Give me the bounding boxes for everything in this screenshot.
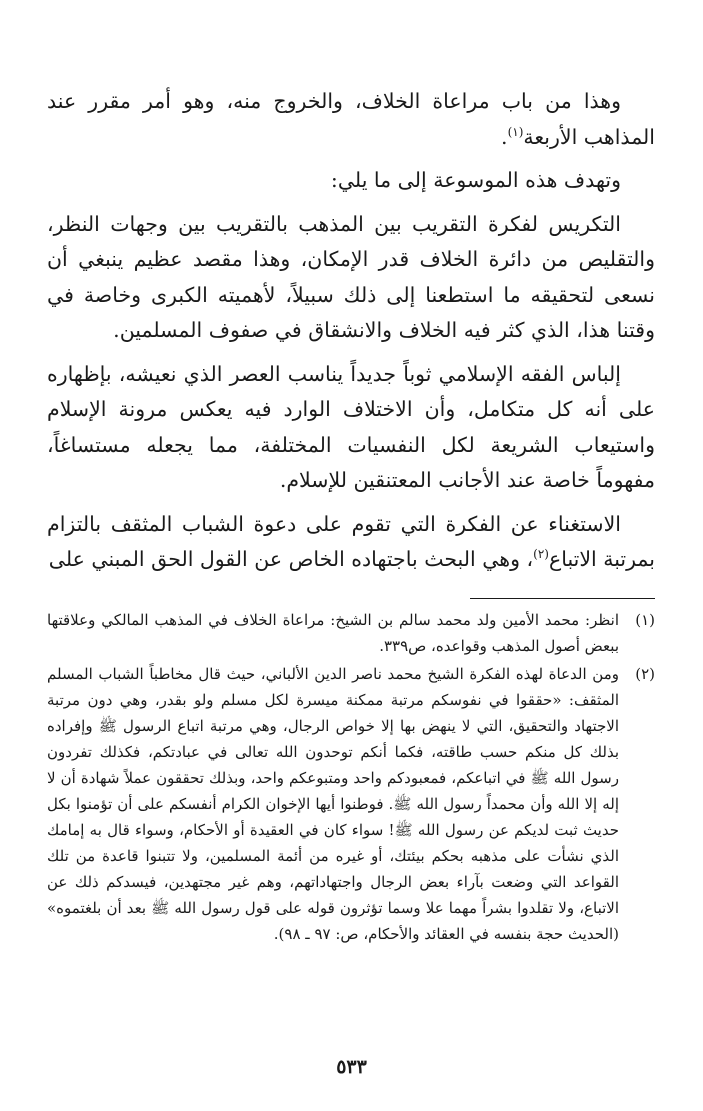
main-text <box>47 84 655 586</box>
paragraph-4: إلباس الفقه الإسلامي ثوباً جديداً يناسب العصر الذي نعيشه، بإظهاره على أنه كل متكامل، وأن الاختلاف الوارد فيه يعكس مرونة الإسلام واستيعاب الشريعة لكل النفسيات المختلفة، مما يجعله مستساغاً، مفهوماً خاصة عند الأجانب المعتنقين للإسلام. <box>47 361 655 492</box>
footnote-text: انظر: محمد الأمين ولد محمد سالم بن الشيخ: مراعاة الخلاف في المذهب المالكي وعلاقتها ببعض أصول المذهب وقواعده، ص٣٣٩. <box>47 611 619 655</box>
footnote-ref-2: (٢) <box>533 547 549 562</box>
paragraph-1 <box>47 84 655 155</box>
footnote-ref-1: (١) <box>507 124 524 139</box>
paragraph-1-end: . <box>501 124 508 149</box>
paragraph-2: وتهدف هذه الموسوعة إلى ما يلي: <box>330 168 621 192</box>
paragraph-5-end: ، وهي البحث باجتهاده الخاص عن القول الحق المبني على <box>48 547 534 571</box>
footnote-1 <box>47 607 655 659</box>
paragraph-5 <box>47 507 655 578</box>
paragraph-3: التكريس لفكرة التقريب بين المذهب بالتقريب بين وجهات النظر، والتقليص من دائرة الخلاف قدر الإمكان، وهذا مقصد عظيم ينبغي أن نسعى لتحقيقه ما استطعنا إلى ذلك سبيلاً، لأهميته الكبرى وخاصة في وقتنا هذا، الذي كثر فيه الخلاف والانشقاق في صفوف المسلمين. <box>47 211 655 342</box>
page-number: ٥٣٣ <box>336 1056 367 1078</box>
footnote-2 <box>47 661 655 947</box>
paragraph-5-text: الاستغناء عن الفكرة التي تقوم على دعوة الشباب المثقف بالتزام بمرتبة الاتباع <box>47 511 655 571</box>
paragraph-1-text: وهذا من باب مراعاة الخلاف، والخروج منه، وهو أمر مقرر عند المذاهب الأربعة <box>47 89 655 149</box>
footnote-number: (٢) <box>635 665 655 683</box>
footnotes <box>47 607 655 949</box>
footnote-number: (١) <box>635 611 655 629</box>
footnote-text: ومن الدعاة لهذه الفكرة الشيخ محمد ناصر الدين الألباني، حيث قال مخاطباً الشباب المسلم المثقف: «حققوا في نفوسكم مرتبة ممكنة ميسرة لكل مسلم ولو بقدر، وهي دون مرتبة الاجتهاد والتحقيق، التي لا ينهض بها إلا خواص الرجال، وهي مرتبة اتباع الرسول ﷺ وإفراده بذلك كل منكم حسب طاقته، فكما أنكم توحدون الله تعالى في عبادتكم، فكذلك تفردون رسول الله ﷺ في اتباعكم، فمعبودكم واحد ومتبوعكم واحد، وبذلك تحققون عملاً شهادة أن لا إله إلا الله وأن محمداً رسول الله ﷺ. فوطنوا أيها الإخوان الكرام أنفسكم على أن تؤمنوا بكل حديث ثبت لديكم عن رسول الله ﷺ! سواء كان في العقيدة أو الأحكام، وسواء قال به إمامك الذي نشأت على مذهبه بحكم بيئتك، أو غيره من أئمة المسلمين، ولا تتبنوا قاعدة من تلك القواعد التي وضعت بآراء بعض الرجال واجتهاداتهم، وهم غير مجتهدين، فيسدكم ذلك عن الاتباع، ولا تقلدوا بشراً مهما علا وسما تؤثرون قوله على قول رسول الله ﷺ بعد أن بلغتموه» (الحديث حجة بنفسه في العقائد والأحكام، ص: ٩٧ ـ ٩٨). <box>47 665 619 943</box>
footnote-divider <box>470 598 655 599</box>
